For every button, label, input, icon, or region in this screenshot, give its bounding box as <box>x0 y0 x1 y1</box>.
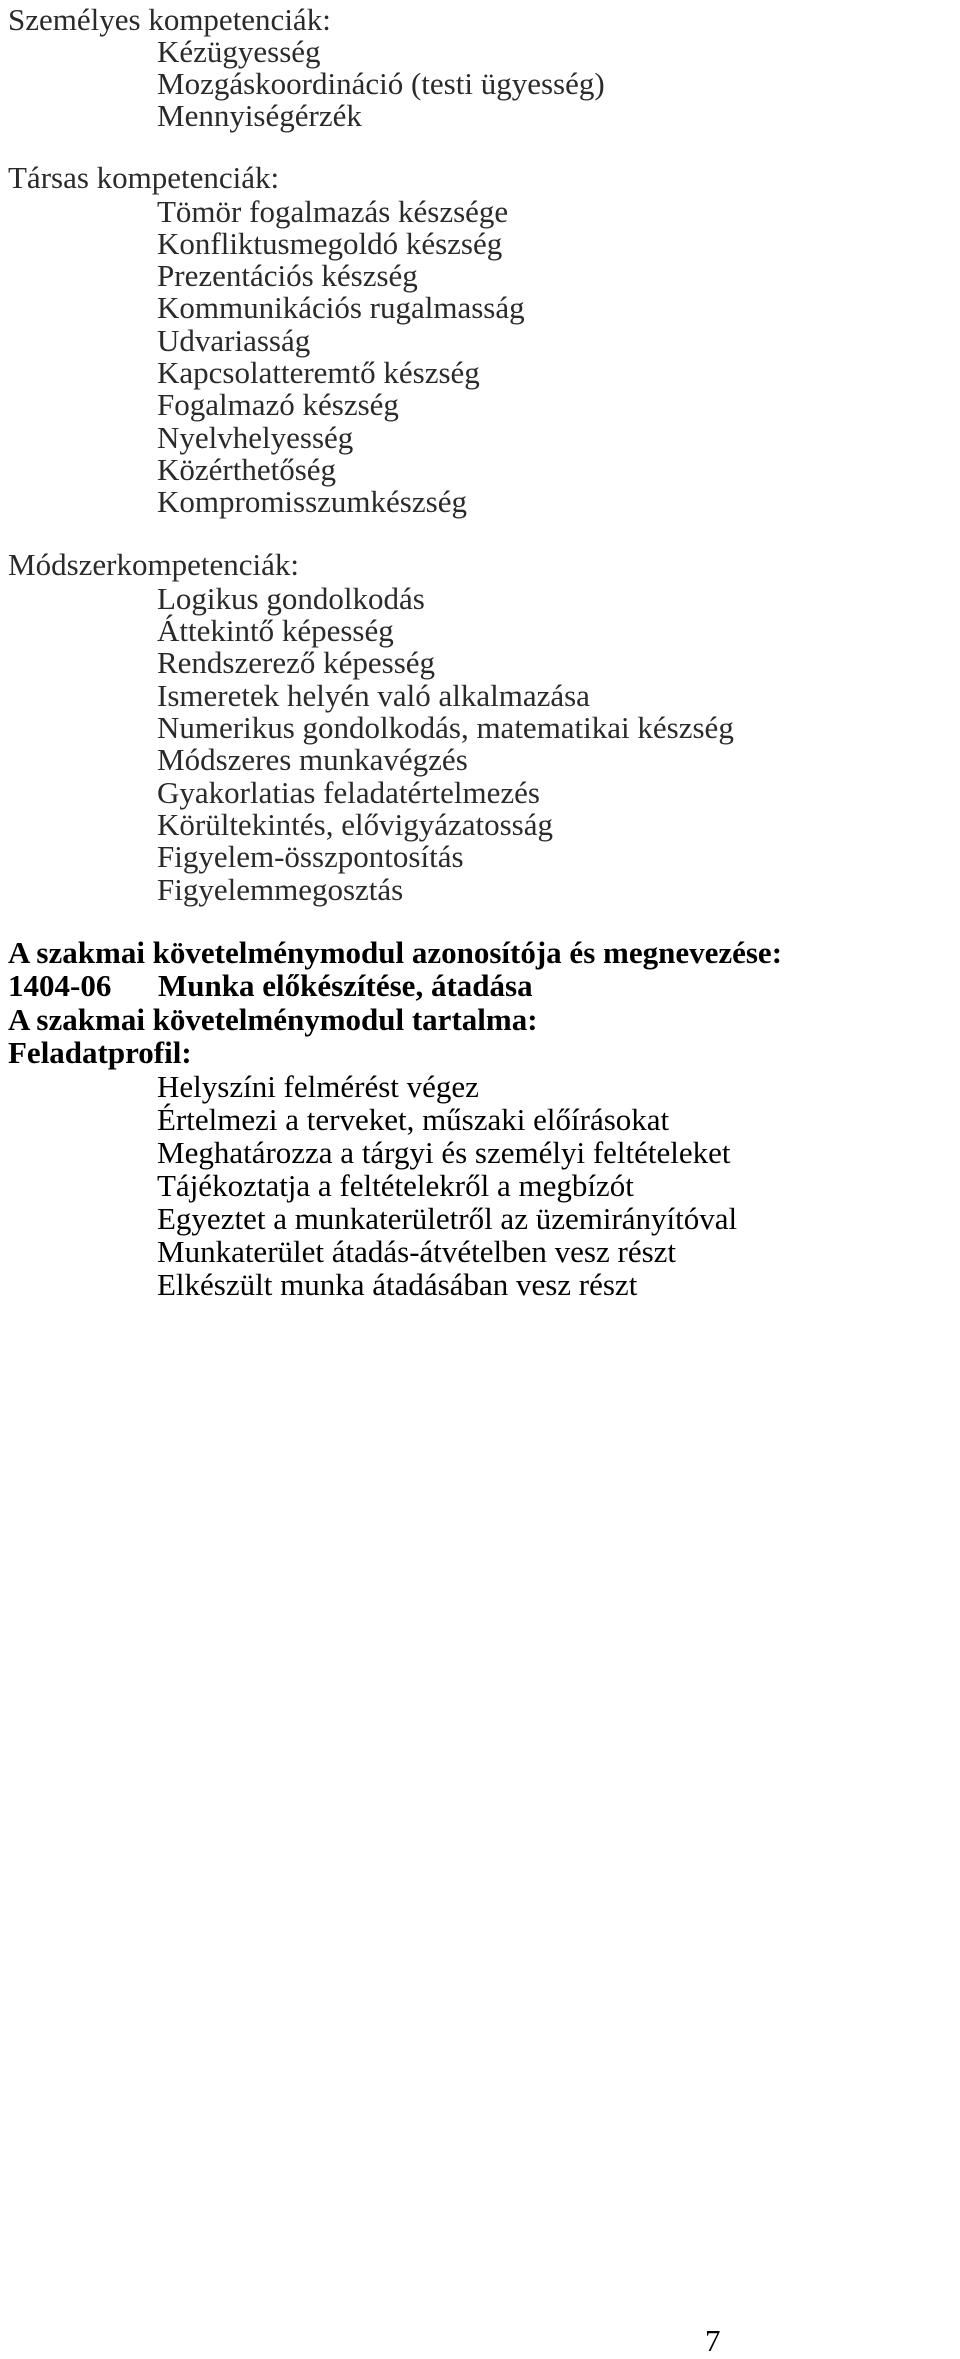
list-item: Elkészült munka átadásában vesz részt <box>157 1267 638 1302</box>
list-item: Numerikus gondolkodás, matematikai készség <box>157 710 734 745</box>
list-item: Kézügyesség <box>157 34 321 69</box>
list-item: Logikus gondolkodás <box>157 581 425 616</box>
list-item: Udvariasság <box>157 323 311 358</box>
module-code: 1404-06 <box>8 968 112 1003</box>
list-item: Figyelem-összpontosítás <box>157 839 464 874</box>
list-item: Prezentációs készség <box>157 258 418 293</box>
list-item: Rendszerező képesség <box>157 645 436 680</box>
list-item: Kommunikációs rugalmasság <box>157 290 525 325</box>
task-profile-heading: Feladatprofil: <box>8 1035 192 1070</box>
personal-competencies-heading: Személyes kompetenciák: <box>8 2 331 37</box>
list-item: Munkaterület átadás-átvételben vesz részt <box>157 1234 677 1269</box>
list-item: Mozgáskoordináció (testi ügyesség) <box>157 66 605 101</box>
module-id-heading: A szakmai követelménymodul azonosítója és megnevezése: <box>8 935 783 970</box>
module-content-heading: A szakmai követelménymodul tartalma: <box>8 1002 538 1037</box>
list-item: Kapcsolatteremtő készség <box>157 355 480 390</box>
list-item: Közérthetőség <box>157 452 337 487</box>
list-item: Ismeretek helyén való alkalmazása <box>157 678 590 713</box>
list-item: Egyeztet a munkaterületről az üzemirányítóval <box>157 1201 738 1236</box>
list-item: Tájékoztatja a feltételekről a megbízót <box>157 1168 634 1203</box>
list-item: Mennyiségérzék <box>157 98 362 133</box>
method-competencies-heading: Módszerkompetenciák: <box>8 547 299 582</box>
list-item: Figyelemmegosztás <box>157 872 404 907</box>
social-competencies-heading: Társas kompetenciák: <box>8 160 280 195</box>
page-number: 7 <box>705 2323 721 2358</box>
list-item: Körültekintés, elővigyázatosság <box>157 807 554 842</box>
module-name: Munka előkészítése, átadása <box>158 968 533 1003</box>
list-item: Áttekintő képesség <box>157 613 394 648</box>
list-item: Nyelvhelyesség <box>157 420 354 455</box>
list-item: Módszeres munkavégzés <box>157 742 468 777</box>
list-item: Helyszíni felmérést végez <box>157 1069 479 1104</box>
list-item: Tömör fogalmazás készsége <box>157 194 509 229</box>
list-item: Fogalmazó készség <box>157 387 399 422</box>
list-item: Meghatározza a tárgyi és személyi feltételeket <box>157 1135 731 1170</box>
list-item: Konfliktusmegoldó készség <box>157 226 503 261</box>
list-item: Kompromisszumkészség <box>157 484 467 519</box>
list-item: Értelmezi a terveket, műszaki előírásokat <box>157 1102 670 1137</box>
list-item: Gyakorlatias feladatértelmezés <box>157 775 540 810</box>
